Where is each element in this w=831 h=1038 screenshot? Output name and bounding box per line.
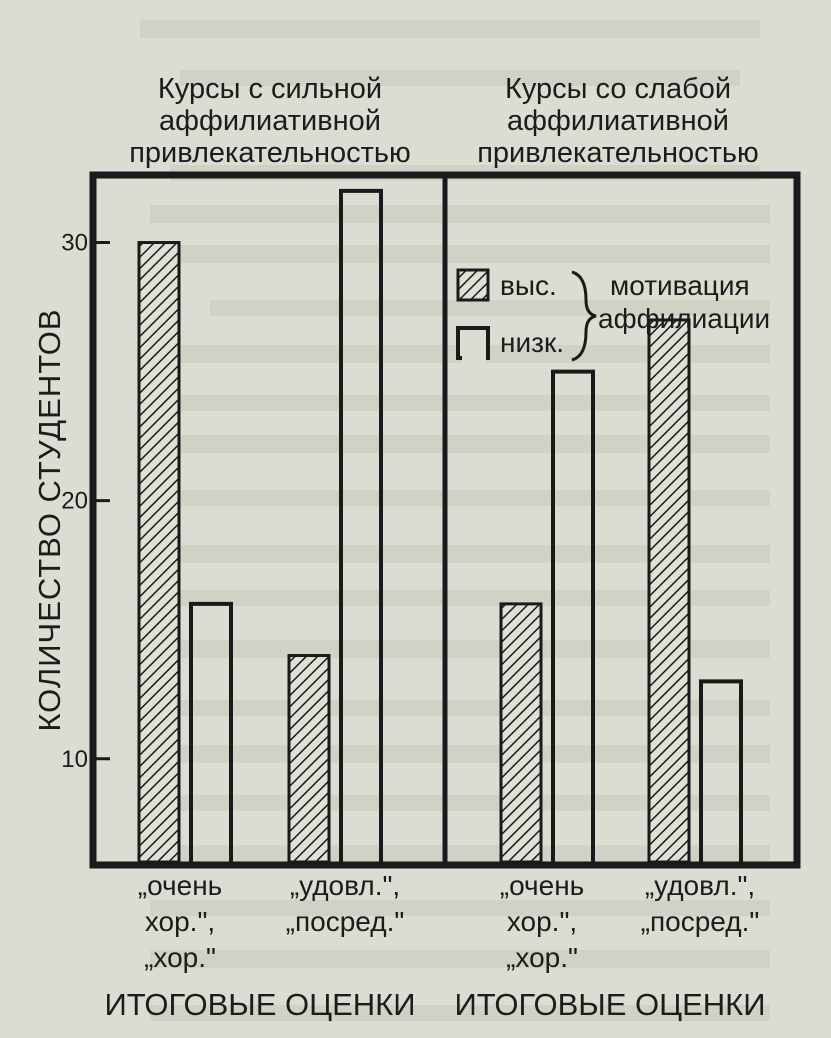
legend-group-label-line-1: мотивация <box>610 270 750 301</box>
bar-panel-1-cat-2-high <box>289 656 329 862</box>
panel-1-category-1-line-3: „хор." <box>144 942 216 973</box>
panel-1-title-line-3: привлекательностью <box>129 137 411 169</box>
panel-2-title-line-2: аффилиативной <box>507 105 729 137</box>
y-tick-label-10: 10 <box>61 745 88 773</box>
panel-2-title-line-1: Курсы со слабой <box>504 73 732 105</box>
bar-panel-2-cat-1-high <box>501 604 541 862</box>
legend-label-high: выс. <box>500 270 557 301</box>
legend-group-label-line-2: аффилиации <box>598 303 771 334</box>
y-tick-label-30: 30 <box>61 229 88 257</box>
panel-2-x-axis-label: ИТОГОВЫЕ ОЦЕНКИ <box>454 987 766 1022</box>
panel-1-category-2-line-1: „удовл.", <box>289 870 401 901</box>
panel-2-category-2-line-2: „посред." <box>640 906 760 937</box>
panel-1-title-line-1: Курсы с сильной <box>157 73 383 105</box>
legend-label-low: низк. <box>500 327 564 358</box>
panel-2-category-2-line-1: „удовл.", <box>644 870 756 901</box>
y-tick-label-20: 20 <box>61 487 88 515</box>
panel-1-x-axis-label: ИТОГОВЫЕ ОЦЕНКИ <box>104 987 416 1022</box>
panel-2-category-1-line-3: „хор." <box>506 942 578 973</box>
panel-2-category-1-line-1: „очень <box>499 870 585 901</box>
panel-1-title-line-2: аффилиативной <box>159 105 381 137</box>
panel-2-category-1-line-2: хор.", <box>506 906 578 937</box>
panel-2-title-line-3: привлекательностью <box>477 137 759 169</box>
panel-1-category-1-line-1: „очень <box>137 870 223 901</box>
bar-panel-1-cat-1-high <box>139 243 179 862</box>
y-axis-label: КОЛИЧЕСТВО СТУДЕНТОВ <box>32 308 67 732</box>
panel-1-category-2-line-2: „посред." <box>285 906 405 937</box>
legend-swatch-high <box>458 270 488 300</box>
bar-panel-2-cat-2-high <box>649 320 689 862</box>
panel-1-category-1-line-2: хор.", <box>144 906 216 937</box>
